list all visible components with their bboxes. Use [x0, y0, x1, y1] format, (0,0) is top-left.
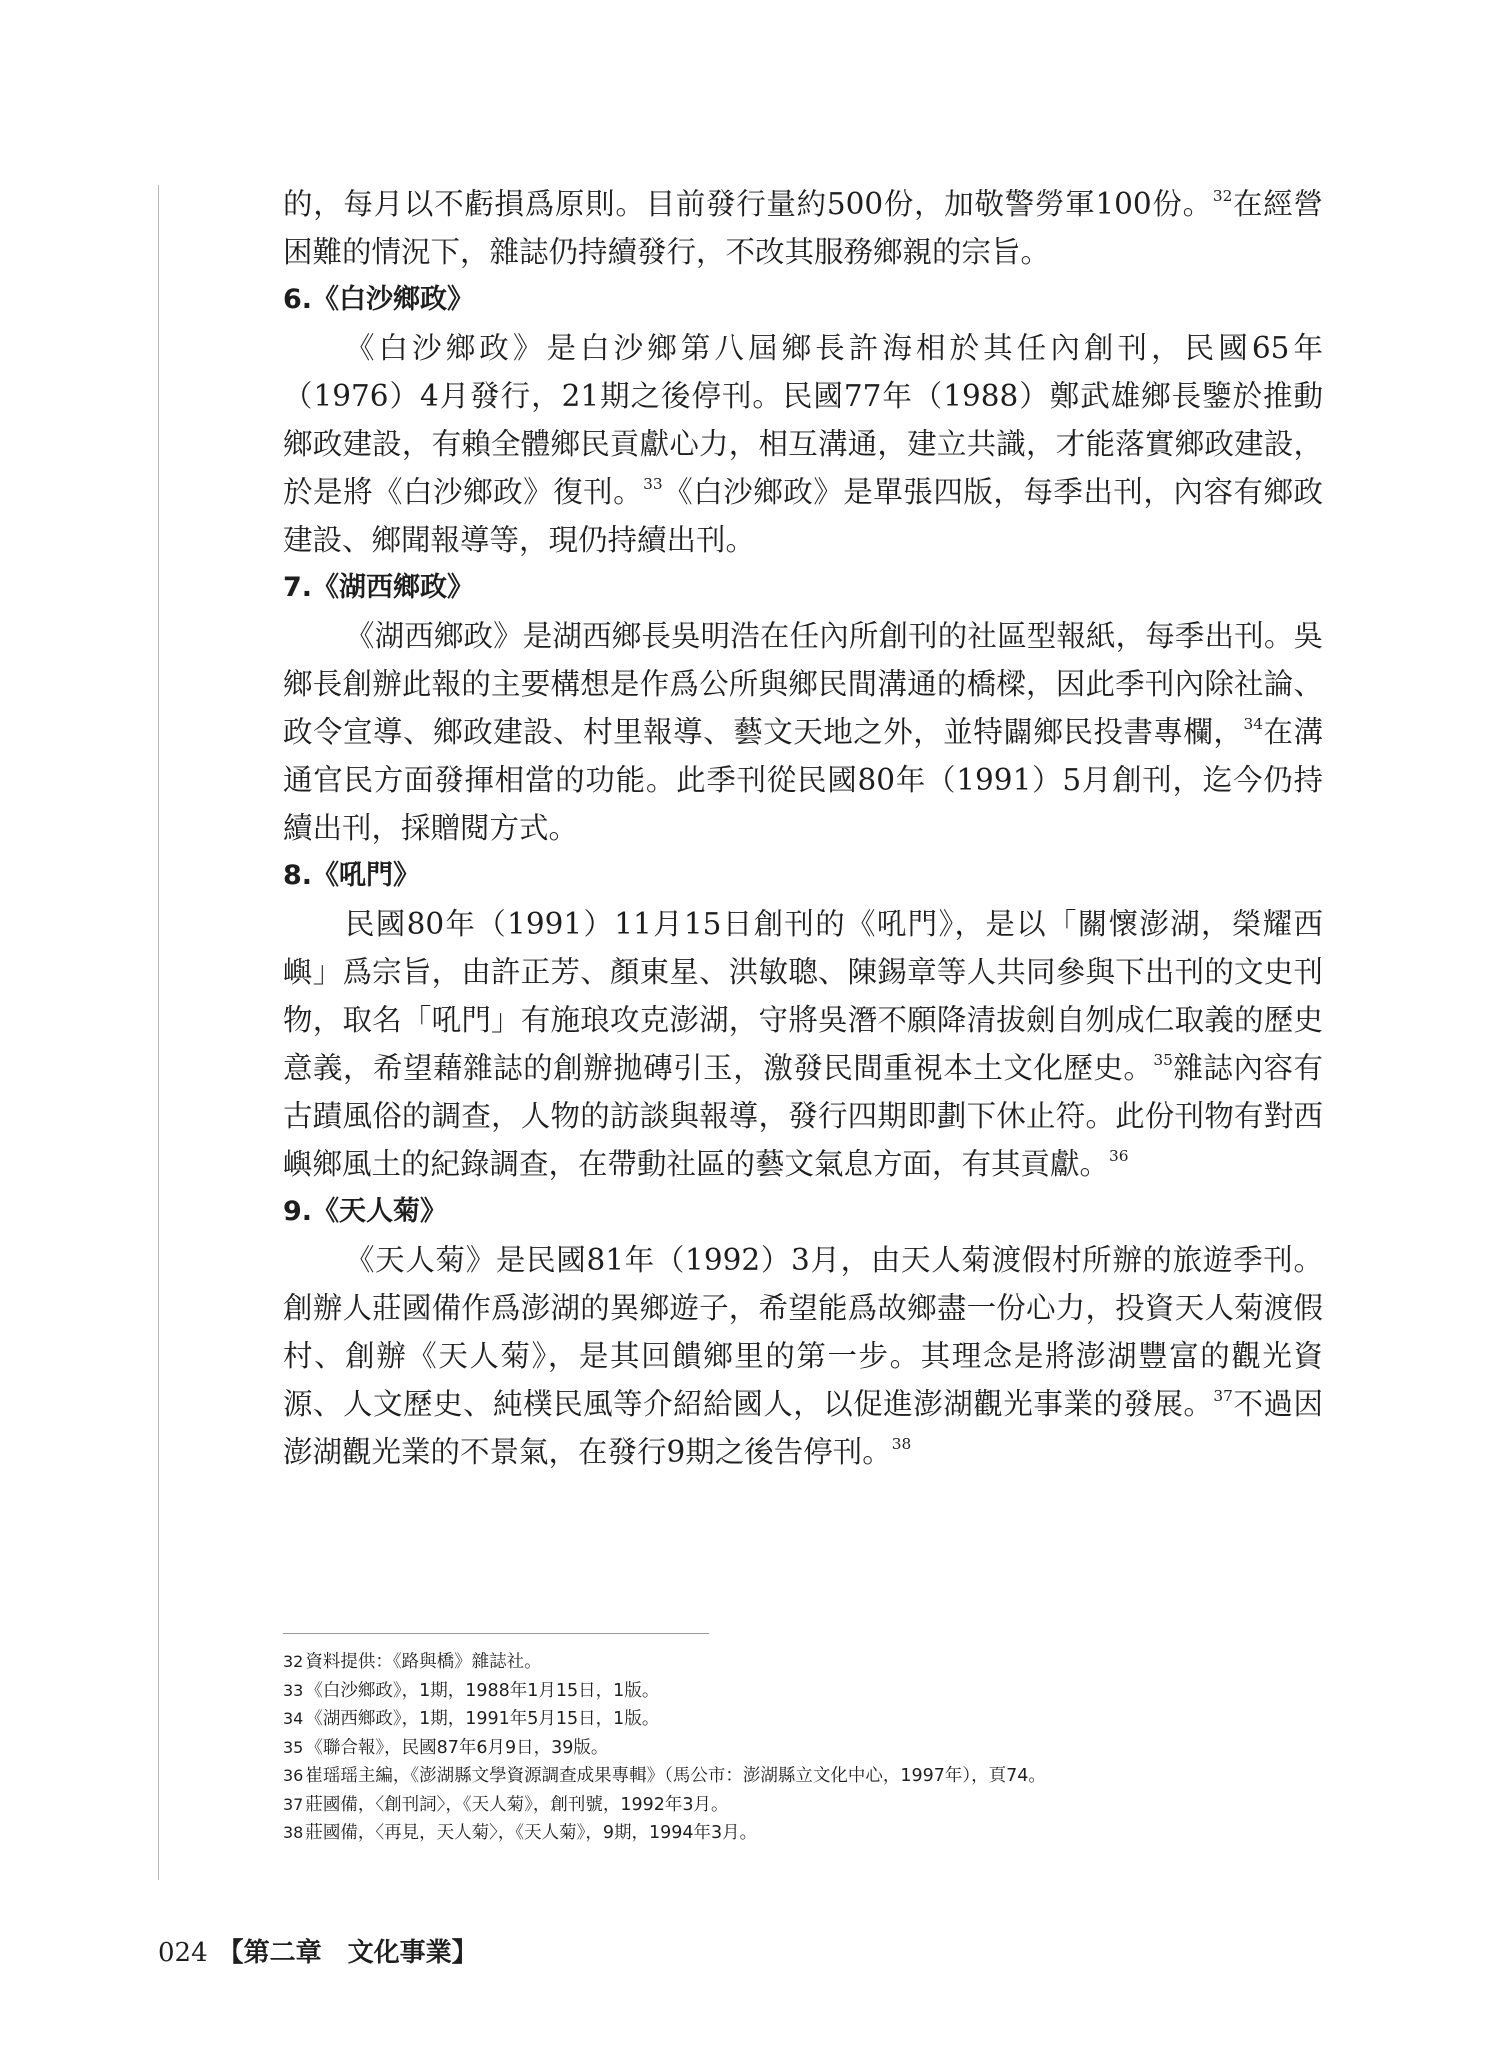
margin-rule	[158, 185, 159, 1880]
footnote-text: 崔瑶瑶主編，《澎湖縣文學資源調查成果專輯》（馬公市：澎湖縣立文化中心，1997年），頁74。	[305, 1766, 1046, 1786]
page-footer	[158, 1935, 478, 1971]
footnote-number: 32	[283, 1652, 304, 1671]
footnote-number: 33	[283, 1680, 304, 1700]
footnote-number: 35	[283, 1737, 304, 1757]
text-run: 《湖西鄉政》是湖西鄉長吳明浩在任內所創刊的社區型報紙，每季出刊。吳鄉長創辦此報的主要構想是作爲公所與鄉民間溝通的橋樑，因此季刊內除社論、政令宣導、鄉政建設、村里報導、藝文天地之外，並特闢鄉民投書專欄，	[283, 619, 1323, 749]
footnote-number: 34	[283, 1709, 304, 1728]
paragraph-continuation	[283, 180, 1323, 276]
text-run: 民國80年（1991）11月15日創刊的《吼門》，是以「關懷澎湖，榮耀西嶼」爲宗旨，由許正芳、顏東星、洪敏聰、陳錫章等人共同參與下出刊的文史刊物，取名「吼門」有施琅攻克澎湖，守將吳潛不願降清拔劍自刎成仁取義的歷史意義，希望藉雜誌的創辦拋磚引玉，激發民間重視本土文化歷史。	[283, 907, 1323, 1085]
footnote-item	[283, 1791, 1323, 1820]
footnote-ref[interactable]: 33	[643, 474, 663, 493]
text-run: 《白沙鄉政》是白沙鄉第八屆鄉長許海相於其任內創刊，民國65年（1976）4月發行，21期之後停刊。民國77年（1988）鄭武雄鄉長鑒於推動鄉政建設，有賴全體鄉民貢獻心力，相互溝通，建立共識，才能落實鄉政建設，於是將《白沙鄉政》復刊。	[283, 331, 1323, 509]
footnote-text: 《聯合報》，民國87年6月9日，39版。	[305, 1737, 609, 1758]
paragraph-huxi	[283, 612, 1323, 852]
text-run: 《白沙鄉政》是單張四版，每季出刊，內容有鄉政建設、鄉聞報導等，現仍持續出刊。	[283, 475, 1323, 557]
footnote-text: 資料提供：《路與橋》雜誌社。	[305, 1652, 542, 1672]
footnotes	[283, 1648, 1323, 1848]
footnote-item	[283, 1734, 1323, 1763]
footnote-item	[283, 1762, 1323, 1791]
section-heading-baisha: 6.《白沙鄉政》	[283, 284, 475, 315]
footnote-number: 36	[283, 1766, 304, 1785]
footnote-ref[interactable]: 34	[1243, 714, 1263, 733]
main-text	[283, 180, 1323, 1476]
footnote-ref[interactable]: 37	[1213, 1386, 1233, 1405]
footnote-ref[interactable]: 32	[1212, 186, 1233, 205]
section-heading-tianrenju: 9.《天人菊》	[283, 1196, 448, 1227]
paragraph-houmen	[283, 900, 1323, 1188]
text-run: 《天人菊》是民國81年（1992）3月，由天人菊渡假村所辦的旅遊季刊。創辦人莊國備作爲澎湖的異鄉遊子，希望能爲故鄉盡一份心力，投資天人菊渡假村、創辦《天人菊》，是其回饋鄉里的第一步。其理念是將澎湖豐富的觀光資源、人文歷史、純樸民風等介紹給國人，以促進澎湖觀光事業的發展。	[283, 1243, 1323, 1421]
text-run: 在溝通官民方面發揮相當的功能。此季刊從民國80年（1991）5月創刊，迄今仍持續出刊，採贈閱方式。	[283, 715, 1323, 845]
footnote-ref[interactable]: 35	[1153, 1050, 1173, 1069]
page-number: 024	[158, 1938, 208, 1968]
footnote-ref[interactable]: 36	[1109, 1146, 1129, 1165]
footnote-text: 莊國備，〈再見，天人菊〉，《天人菊》，9期，1994年3月。	[305, 1823, 758, 1843]
text-run: 在經營困難的情況下，雜誌仍持續發行，不改其服務鄉親的宗旨。	[283, 187, 1323, 269]
footnote-item	[283, 1677, 1323, 1706]
footnote-number: 38	[283, 1823, 304, 1842]
footnote-ref[interactable]: 38	[891, 1434, 912, 1453]
paragraph-tianrenju	[283, 1236, 1323, 1476]
footnote-text: 莊國備，〈創刊詞〉，《天人菊》，創刊號，1992年3月。	[305, 1794, 729, 1815]
text-run: 不過因澎湖觀光業的不景氣，在發行9期之後告停刊。	[283, 1387, 1323, 1469]
footnote-item	[283, 1648, 1323, 1677]
footnote-item	[283, 1819, 1323, 1848]
footnote-text: 《白沙鄉政》，1期，1988年1月15日，1版。	[305, 1680, 660, 1701]
section-heading-huxi: 7.《湖西鄉政》	[283, 572, 475, 603]
footnote-number: 37	[283, 1794, 304, 1814]
chapter-title: 【第二章 文化事業】	[217, 1938, 478, 1968]
footnote-divider	[283, 1633, 709, 1634]
text-run: 雜誌內容有古蹟風俗的調查，人物的訪談與報導，發行四期即劃下休止符。此份刊物有對西嶼鄉風土的紀錄調查，在帶動社區的藝文氣息方面，有其貢獻。	[283, 1051, 1323, 1181]
text-run: 的，每月以不虧損爲原則。目前發行量約500份，加敬警勞軍100份。	[283, 187, 1213, 221]
footnote-item	[283, 1705, 1323, 1734]
paragraph-baisha	[283, 324, 1323, 564]
section-heading-houmen: 8.《吼門》	[283, 860, 421, 891]
footnote-text: 《湖西鄉政》，1期，1991年5月15日，1版。	[305, 1709, 660, 1729]
